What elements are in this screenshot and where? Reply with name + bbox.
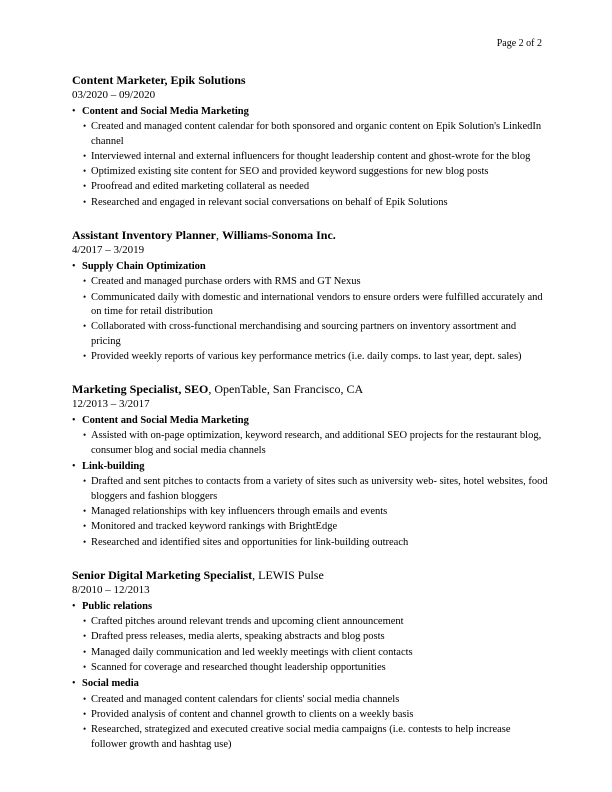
bullet-icon: • bbox=[83, 724, 87, 735]
category-label: Supply Chain Optimization bbox=[82, 261, 206, 273]
bullet-icon: • bbox=[83, 350, 87, 361]
bullet-item bbox=[72, 722, 548, 752]
bullet-item bbox=[72, 119, 548, 149]
bullet-text: Created and managed content calendar for both sponsored and organic content on Epik Solution's LinkedIn channel bbox=[91, 121, 542, 147]
bullet-icon: • bbox=[83, 321, 87, 332]
job-title-bold: Marketing Specialist, SEO bbox=[72, 382, 209, 397]
category-item bbox=[72, 260, 548, 274]
bullet-icon: • bbox=[72, 106, 76, 117]
job-title-rest: , LEWIS Pulse bbox=[252, 567, 324, 582]
category-item bbox=[72, 414, 548, 428]
bullet-icon: • bbox=[72, 415, 76, 427]
bullet-icon: • bbox=[83, 291, 87, 302]
bullet-text: Provided analysis of content and channel growth to clients on a weekly basis bbox=[91, 708, 414, 720]
bullet-item bbox=[72, 504, 548, 519]
job-dates: 4/2017 – 3/2019 bbox=[72, 244, 145, 257]
bullet-text: Collaborated with cross-functional merchandising and sourcing partners on inventory assortment and pricing bbox=[91, 321, 517, 347]
job-title bbox=[72, 381, 548, 397]
job-dates: 8/2010 – 12/2013 bbox=[72, 583, 150, 596]
job-title-bold: Content Marketer, Epik Solutions bbox=[72, 73, 246, 87]
bullet-icon: • bbox=[83, 121, 87, 132]
bullet-text: Researched and engaged in relevant social conversations on behalf of Epik Solutions bbox=[91, 196, 448, 208]
bullet-icon: • bbox=[83, 476, 87, 487]
bullet-text: Interviewed internal and external influencers for thought leadership content and ghost-wrote for the blog bbox=[91, 150, 531, 162]
bullet-item bbox=[72, 195, 548, 210]
bullet-icon: • bbox=[72, 461, 76, 473]
job-section-opentable bbox=[72, 381, 548, 550]
bullet-text: Crafted pitches around relevant trends and upcoming client announcement bbox=[91, 616, 404, 628]
bullet-item bbox=[72, 290, 548, 320]
bullet-icon: • bbox=[83, 196, 87, 207]
bullet-text: Provided weekly reports of various key performance metrics (i.e. daily comps. to last year, dept. sales) bbox=[91, 350, 522, 362]
category-label: Public relations bbox=[82, 600, 153, 612]
bullet-item bbox=[72, 692, 548, 707]
bullet-text: Managed relationships with key influencers through emails and events bbox=[91, 505, 388, 517]
bullet-item bbox=[72, 535, 548, 550]
category-label: Content and Social Media Marketing bbox=[82, 415, 249, 427]
bullet-icon: • bbox=[83, 505, 87, 516]
job-section-epik-solutions bbox=[72, 72, 548, 210]
job-title-rest: , OpenTable, San Francisco, CA bbox=[208, 382, 364, 397]
category-label: Link-building bbox=[82, 461, 145, 473]
job-dates: 12/2013 – 3/2017 bbox=[72, 398, 150, 411]
bullet-icon: • bbox=[83, 150, 87, 161]
bullet-text: Drafted and sent pitches to contacts from a variety of sites such as university web- sites, hotel websites, food bloggers and fashion bloggers bbox=[91, 476, 548, 502]
bullet-text: Created and managed content calendars for clients' social media channels bbox=[91, 693, 400, 705]
bullet-icon: • bbox=[83, 631, 87, 642]
bullet-text: Proofread and edited marketing collateral as needed bbox=[91, 181, 310, 193]
category-item bbox=[72, 677, 548, 691]
bullet-item bbox=[72, 428, 548, 458]
job-dates: 03/2020 – 09/2020 bbox=[72, 89, 156, 101]
job-title bbox=[72, 227, 548, 243]
category-item bbox=[72, 460, 548, 474]
bullet-text: Researched and identified sites and opportunities for link-building outreach bbox=[91, 536, 409, 548]
bullet-item bbox=[72, 319, 548, 349]
bullet-icon: • bbox=[72, 600, 76, 612]
bullet-item bbox=[72, 149, 548, 164]
page-indicator: Page 2 of 2 bbox=[496, 38, 542, 49]
bullet-item bbox=[72, 179, 548, 194]
bullet-text: Created and managed purchase orders with RMS and GT Nexus bbox=[91, 276, 361, 288]
job-title bbox=[72, 567, 548, 583]
bullet-item bbox=[72, 645, 548, 660]
bullet-icon: • bbox=[83, 693, 87, 704]
bullet-text: Assisted with on-page optimization, keyword research, and additional SEO projects for the restaurant blog, consumer blog and social media channels bbox=[91, 430, 542, 456]
job-company: Williams-Sonoma Inc. bbox=[222, 228, 336, 243]
bullet-text: Managed daily communication and led weekly meetings with client contacts bbox=[91, 646, 413, 658]
bullet-icon: • bbox=[83, 536, 87, 547]
bullet-text: Researched, strategized and executed creative social media campaigns (i.e. contests to help increase follower growth and hashtag use) bbox=[91, 724, 511, 750]
job-section-lewis-pulse bbox=[72, 567, 548, 752]
bullet-icon: • bbox=[83, 662, 87, 673]
job-title bbox=[72, 72, 548, 88]
bullet-item bbox=[72, 660, 548, 675]
bullet-icon: • bbox=[72, 678, 76, 690]
category-label: Social media bbox=[82, 678, 139, 690]
bullet-icon: • bbox=[83, 708, 87, 719]
bullet-item bbox=[72, 707, 548, 722]
bullet-item bbox=[72, 629, 548, 644]
bullet-icon: • bbox=[83, 181, 87, 192]
job-title-rest: , bbox=[216, 228, 223, 243]
bullet-text: Drafted press releases, media alerts, speaking abstracts and blog posts bbox=[91, 631, 385, 643]
bullet-text: Optimized existing site content for SEO and provided keyword suggestions for new blog posts bbox=[91, 166, 489, 178]
category-label: Content and Social Media Marketing bbox=[82, 106, 249, 117]
bullet-icon: • bbox=[83, 521, 87, 532]
bullet-icon: • bbox=[83, 616, 87, 627]
bullet-item bbox=[72, 274, 548, 289]
bullet-icon: • bbox=[83, 276, 87, 287]
bullet-text: Scanned for coverage and researched thought leadership opportunities bbox=[91, 662, 386, 674]
job-title-bold: Senior Digital Marketing Specialist bbox=[72, 567, 253, 582]
bullet-text: Monitored and tracked keyword rankings with BrightEdge bbox=[91, 521, 338, 533]
bullet-icon: • bbox=[83, 646, 87, 657]
bullet-item bbox=[72, 349, 548, 364]
job-title-bold: Assistant Inventory Planner bbox=[72, 228, 217, 243]
bullet-icon: • bbox=[83, 430, 87, 441]
bullet-icon: • bbox=[72, 261, 76, 273]
job-section-williams-sonoma bbox=[72, 227, 548, 364]
bullet-text: Communicated daily with domestic and international vendors to ensure orders were fulfilled accurately and on time for retail distribution bbox=[91, 291, 543, 317]
bullet-item bbox=[72, 519, 548, 534]
category-item bbox=[72, 600, 548, 614]
bullet-item bbox=[72, 474, 548, 504]
bullet-item bbox=[72, 164, 548, 179]
bullet-icon: • bbox=[83, 166, 87, 177]
category-item bbox=[72, 105, 548, 119]
bullet-item bbox=[72, 614, 548, 629]
